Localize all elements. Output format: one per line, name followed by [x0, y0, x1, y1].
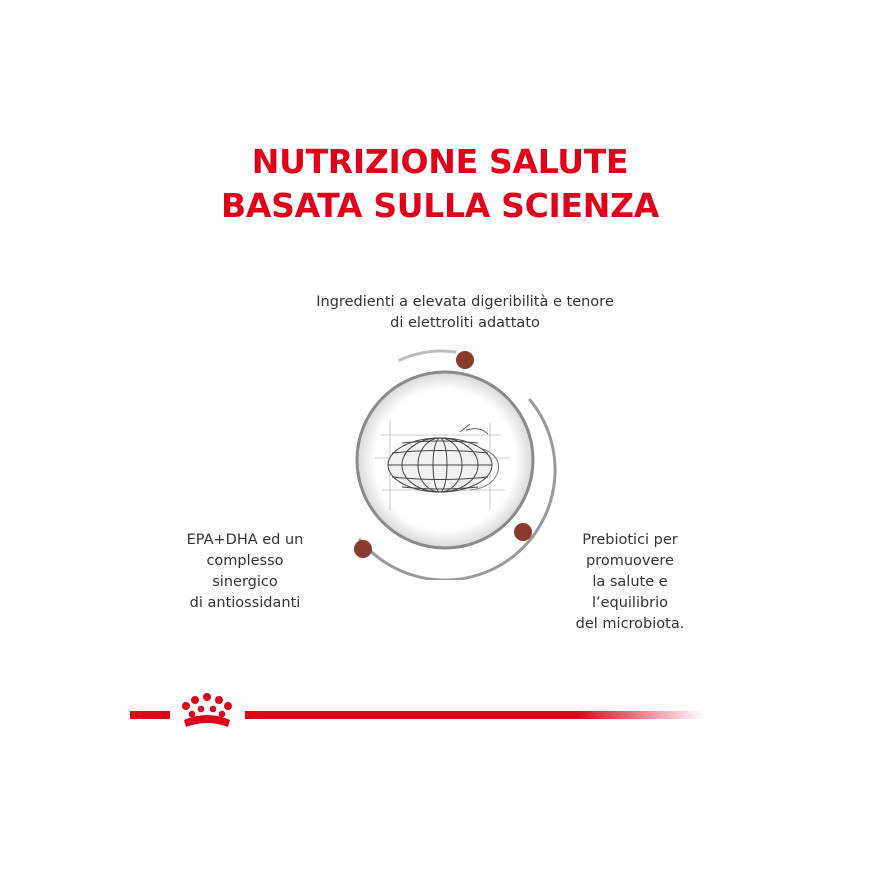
title-line-1: NUTRIZIONE SALUTE: [251, 142, 629, 181]
science-circle-illustration: [320, 340, 560, 580]
benefit-antioxidants-line: di antiossidanti: [189, 595, 301, 611]
accent-dot-left: [354, 540, 372, 558]
benefit-prebiotics-line: Prebiotici per: [582, 532, 678, 548]
benefit-prebiotics-line: l’equilibrio: [591, 595, 669, 611]
benefit-digestibility-line: Ingredienti a elevata digeribilità e tenore: [316, 294, 614, 310]
title-line-2: BASATA SULLA SCIENZA: [221, 186, 659, 225]
benefit-prebiotics-line: promuovere: [586, 553, 674, 569]
benefit-antioxidants: [150, 530, 340, 614]
band-right: [245, 711, 705, 719]
brand-band: [0, 690, 880, 740]
band-left: [130, 711, 170, 719]
benefit-prebiotics-line: del microbiota.: [575, 616, 685, 632]
benefit-prebiotics-line: la salute e: [592, 574, 668, 590]
accent-dot-right: [514, 523, 532, 541]
benefit-prebiotics: [530, 530, 730, 635]
benefit-antioxidants-line: EPA+DHA ed un: [186, 532, 304, 548]
benefit-digestibility-line: di elettroliti adattato: [390, 315, 540, 331]
benefit-digestibility: [280, 292, 650, 334]
crown-logo-icon: [182, 693, 232, 727]
benefit-antioxidants-line: sinergico: [212, 574, 278, 590]
benefit-antioxidants-line: complesso: [206, 553, 284, 569]
outer-orbit-ring-top: [400, 351, 455, 360]
page-title: [0, 140, 880, 228]
accent-dot-top: [456, 351, 474, 369]
